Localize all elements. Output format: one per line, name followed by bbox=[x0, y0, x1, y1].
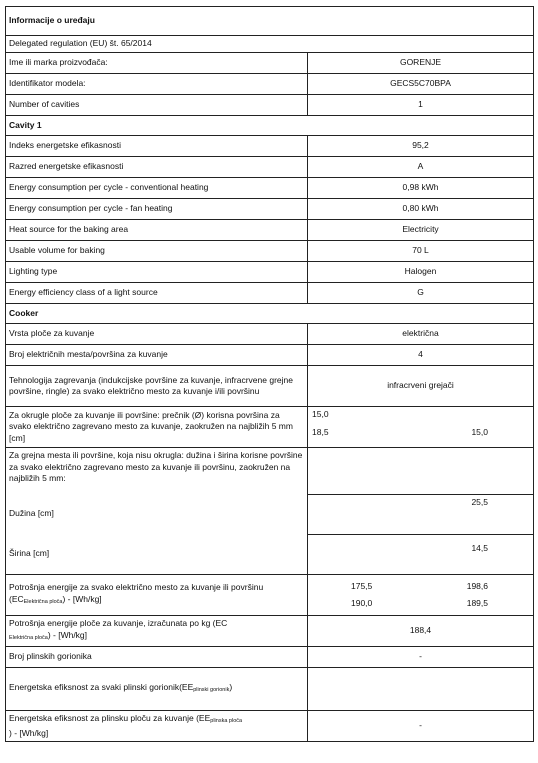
model-value: GECS5C70BPA bbox=[308, 74, 534, 95]
gas-hob-efficiency-value: - bbox=[308, 711, 534, 742]
fan-consumption-label: Energy consumption per cycle - fan heating bbox=[6, 199, 308, 220]
hob-consumption-value: 188,4 bbox=[308, 616, 534, 647]
eei-value: 95,2 bbox=[308, 136, 534, 157]
zone-consumption-4: 189,5 bbox=[466, 598, 488, 608]
page-title: Informacije o uređaju bbox=[6, 7, 534, 36]
width-label: Širina [cm] bbox=[6, 534, 308, 575]
light-class-label: Energy efficiency class of a light source bbox=[6, 283, 308, 304]
light-class-value: G bbox=[308, 283, 534, 304]
cavities-label: Number of cavities bbox=[6, 95, 308, 116]
per-zone-consumption-values bbox=[308, 575, 534, 616]
technology-value: infracrveni grejači bbox=[308, 366, 534, 407]
conventional-consumption-label: Energy consumption per cycle - conventional heating bbox=[6, 178, 308, 199]
lighting-type-value: Halogen bbox=[308, 262, 534, 283]
hob-type-value: električna bbox=[308, 324, 534, 345]
info-table bbox=[5, 6, 534, 742]
zone-consumption-2: 198,6 bbox=[466, 580, 488, 591]
fan-consumption-value: 0,80 kWh bbox=[308, 199, 534, 220]
conventional-consumption-value: 0,98 kWh bbox=[308, 178, 534, 199]
width-value: 14,5 bbox=[308, 534, 534, 575]
non-round-label: Za grejna mesta ili površine, koja nisu okrugla: dužina i širina korisne površine za svako električno zagrevano mesto za kuvanje ili površinu, zaokružen na najbližih 5 mm: bbox=[6, 448, 308, 495]
model-label: Identifikator modela: bbox=[6, 74, 308, 95]
volume-value: 70 L bbox=[308, 241, 534, 262]
hob-type-label: Vrsta ploče za kuvanje bbox=[6, 324, 308, 345]
per-zone-consumption-label: Potrošnja energije za svako električno mesto za kuvanje ili površinu (ECElektrična ploča) - [Wh/kg] bbox=[6, 575, 308, 616]
lighting-type-label: Lighting type bbox=[6, 262, 308, 283]
round-zone-1: 15,0 bbox=[312, 409, 329, 419]
zones-label: Broj električnih mesta/površina za kuvanje bbox=[6, 345, 308, 366]
technology-label: Tehnologija zagrevanja (indukcijske površine za kuvanje, infracrvene grejne površine, ringle) za svako električno mesto za kuvanje i/ili površinu bbox=[6, 366, 308, 407]
gas-hob-efficiency-label: Energetska efiksnost za plinsku ploču za kuvanje (EEplinska ploča ) - [Wh/kg] bbox=[6, 711, 308, 742]
energy-class-value: A bbox=[308, 157, 534, 178]
gas-burner-efficiency-label: Energetska efiksnost za svaki plinski gorionik(EEplinski gorionik) bbox=[6, 668, 308, 711]
hob-consumption-label: Potrošnja energije ploče za kuvanje, izračunata po kg (EC Električna ploča) - [Wh/kg] bbox=[6, 616, 308, 647]
cavity-heading: Cavity 1 bbox=[6, 116, 534, 136]
gas-burners-value: - bbox=[308, 647, 534, 668]
manufacturer-value: GORENJE bbox=[308, 53, 534, 74]
heat-source-label: Heat source for the baking area bbox=[6, 220, 308, 241]
heat-source-value: Electricity bbox=[308, 220, 534, 241]
manufacturer-label: Ime ili marka proizvođača: bbox=[6, 53, 308, 74]
round-zone-2: 18,5 bbox=[312, 427, 329, 437]
zone-consumption-1: 175,5 bbox=[351, 580, 373, 591]
regulation-text: Delegated regulation (EU) št. 65/2014 bbox=[6, 36, 534, 53]
energy-class-label: Razred energetske efikasnosti bbox=[6, 157, 308, 178]
gas-burner-efficiency-value bbox=[308, 668, 534, 711]
cavities-value: 1 bbox=[308, 95, 534, 116]
gas-burners-label: Broj plinskih gorionika bbox=[6, 647, 308, 668]
eei-label: Indeks energetske efikasnosti bbox=[6, 136, 308, 157]
zone-consumption-3: 190,0 bbox=[351, 598, 373, 608]
zones-value: 4 bbox=[308, 345, 534, 366]
cooker-heading: Cooker bbox=[6, 304, 534, 324]
round-zone-3: 15,0 bbox=[471, 427, 488, 437]
round-zones-values bbox=[308, 407, 534, 448]
round-zones-label: Za okrugle ploče za kuvanje ili površine: prečnik (Ø) korisna površina za svako električno zagrevano mesto za kuvanje, zaokružen na najbližih 5 mm [cm] bbox=[6, 407, 308, 448]
length-value: 25,5 bbox=[308, 494, 534, 534]
volume-label: Usable volume for baking bbox=[6, 241, 308, 262]
length-label: Dužina [cm] bbox=[6, 494, 308, 534]
